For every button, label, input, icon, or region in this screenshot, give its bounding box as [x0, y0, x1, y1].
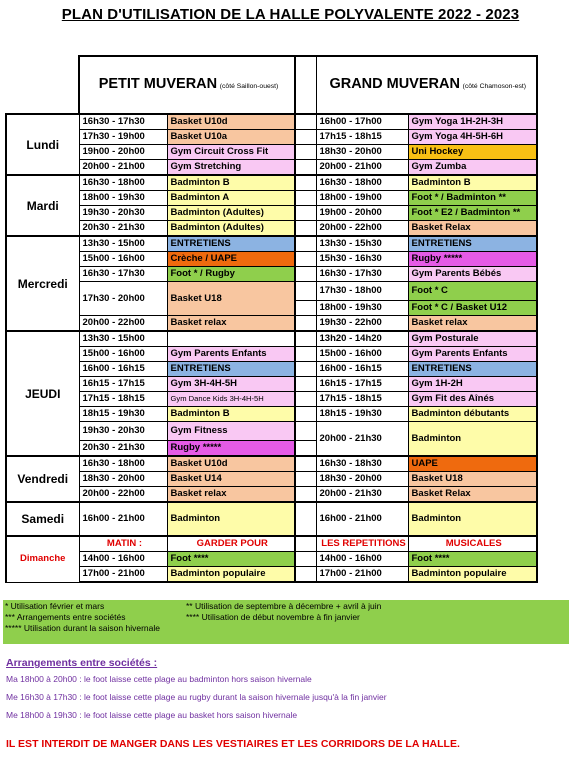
column-separator	[295, 56, 316, 114]
slot-time-left: 16h00 - 16h15	[79, 362, 167, 377]
slot-time-left: 20h00 - 22h00	[79, 487, 167, 503]
slot-activity-left: Badminton B	[167, 407, 295, 422]
arrangement-line-1: Ma 18h00 à 20h00 : le foot laisse cette plage au badminton hors saison hivernale	[6, 674, 312, 684]
column-title-right: GRAND MUVERAN	[329, 75, 460, 92]
arrangements-title: Arrangements entre sociétés :	[6, 657, 158, 669]
slot-activity-right: Gym Zumba	[408, 160, 537, 176]
slot-activity-right: Gym Parents Bébés	[408, 267, 537, 282]
day-lundi: Lundi	[6, 114, 79, 175]
slot-activity-left	[167, 331, 295, 347]
separator-cell	[295, 191, 316, 206]
slot-activity-left: Basket U10d	[167, 456, 295, 472]
slot-time-left: 19h30 - 20h30	[79, 206, 167, 221]
separator-cell	[295, 347, 316, 362]
slot-time-right: 20h00 - 21h30	[316, 422, 408, 457]
separator-cell	[295, 487, 316, 503]
slot-activity-right: Badminton B	[408, 175, 537, 191]
slot-activity-left: Basket U18	[167, 282, 295, 316]
slot-activity-left: Foot ****	[167, 552, 295, 567]
page-title: PLAN D'UTILISATION DE LA HALLE POLYVALENTE 2022 - 2023	[61, 6, 520, 23]
separator-cell	[295, 536, 316, 552]
slot-activity-right: Gym Yoga 1H-2H-3H	[408, 114, 537, 130]
arrangement-line-3: Me 18h00 à 19h30 : le foot laisse cette plage au basket hors saison hivernale	[6, 710, 298, 720]
slot-time-right: 17h15 - 18h15	[316, 392, 408, 407]
slot-time-left: 20h30 - 21h30	[79, 221, 167, 237]
slot-time-left: 19h00 - 20h00	[79, 145, 167, 160]
slot-activity-left: ENTRETIENS	[167, 236, 295, 252]
slot-time-left: 17h30 - 20h00	[79, 282, 167, 316]
slot-activity-right: Badminton débutants	[408, 407, 537, 422]
slot-time-left: 17h30 - 19h00	[79, 130, 167, 145]
slot-time-left: 17h15 - 18h15	[79, 392, 167, 407]
slot-time-right: 17h15 - 18h15	[316, 130, 408, 145]
slot-activity-right: Foot * / Badminton **	[408, 191, 537, 206]
slot-activity-left: Gym Fitness	[167, 422, 295, 441]
slot-time-right: 19h00 - 20h00	[316, 206, 408, 221]
slot-activity-right: Badminton	[408, 502, 537, 536]
sunday-note-1: MATIN :	[79, 536, 167, 552]
separator-cell	[295, 377, 316, 392]
slot-activity-left: Basket relax	[167, 487, 295, 503]
slot-activity-right: Basket U18	[408, 472, 537, 487]
slot-time-left: 15h00 - 16h00	[79, 252, 167, 267]
day-mardi: Mardi	[6, 175, 79, 236]
slot-time-left: 16h30 - 18h00	[79, 175, 167, 191]
slot-time-left: 14h00 - 16h00	[79, 552, 167, 567]
sunday-note-4: MUSICALES	[408, 536, 537, 552]
slot-activity-left: Gym Parents Enfants	[167, 347, 295, 362]
legend-note-3: *** Arrangements entre sociétés	[5, 612, 126, 622]
slot-activity-left: Basket U10a	[167, 130, 295, 145]
slot-activity-right: Foot * E2 / Badminton **	[408, 206, 537, 221]
column-note-left: (côté Saillon-ouest)	[219, 82, 279, 90]
arrangement-line-2: Me 16h30 à 17h30 : le foot laisse cette plage au rugby durant la saison hivernale jusqu'à la fin janvier	[6, 692, 387, 702]
slot-time-right: 16h00 - 17h00	[316, 114, 408, 130]
legend-note-1: * Utilisation février et mars	[5, 601, 105, 611]
slot-activity-left: Rugby *****	[167, 441, 295, 457]
separator-cell	[295, 221, 316, 237]
separator-cell	[295, 316, 316, 332]
slot-time-right: 13h30 - 15h30	[316, 236, 408, 252]
slot-activity-right: Badminton populaire	[408, 567, 537, 583]
slot-time-right: 17h30 - 18h00	[316, 282, 408, 301]
slot-time-right: 16h30 - 17h30	[316, 267, 408, 282]
slot-time-right: 13h20 - 14h20	[316, 331, 408, 347]
separator-cell	[295, 282, 316, 301]
separator-cell	[295, 145, 316, 160]
slot-activity-left: Gym 3H-4H-5H	[167, 377, 295, 392]
separator-cell	[295, 441, 316, 457]
slot-activity-left: Badminton B	[167, 175, 295, 191]
slot-time-left: 18h00 - 19h30	[79, 191, 167, 206]
slot-activity-left: Badminton	[167, 502, 295, 536]
separator-cell	[295, 114, 316, 130]
separator-cell	[295, 267, 316, 282]
slot-time-left: 16h00 - 21h00	[79, 502, 167, 536]
legend-box	[3, 600, 569, 644]
slot-time-right: 20h00 - 22h00	[316, 221, 408, 237]
sunday-note-2: GARDER POUR	[167, 536, 295, 552]
sunday-note-3: LES REPETITIONS	[316, 536, 408, 552]
slot-time-right: 18h00 - 19h00	[316, 191, 408, 206]
column-header-petit-muveran	[79, 56, 295, 114]
slot-time-right: 18h30 - 20h00	[316, 472, 408, 487]
slot-activity-right: Gym Yoga 4H-5H-6H	[408, 130, 537, 145]
separator-cell	[295, 175, 316, 191]
day-samedi: Samedi	[6, 502, 79, 536]
column-note-right: (côté Chamoson-est)	[462, 82, 527, 90]
separator-cell	[295, 301, 316, 316]
slot-activity-right: ENTRETIENS	[408, 362, 537, 377]
slot-activity-left: ENTRETIENS	[167, 362, 295, 377]
separator-cell	[295, 407, 316, 422]
separator-cell	[295, 472, 316, 487]
slot-activity-right: Gym Fit des Aînés	[408, 392, 537, 407]
slot-activity-right: Foot * C / Basket U12	[408, 301, 537, 316]
slot-activity-left: Gym Dance Kids 3H-4H-5H	[167, 392, 295, 407]
slot-time-right: 15h30 - 16h30	[316, 252, 408, 267]
separator-cell	[295, 206, 316, 221]
slot-time-left: 13h30 - 15h00	[79, 331, 167, 347]
column-title-left: PETIT MUVERAN	[98, 75, 218, 92]
slot-time-left: 20h00 - 22h00	[79, 316, 167, 332]
slot-activity-right: UAPE	[408, 456, 537, 472]
slot-time-right: 16h30 - 18h00	[316, 175, 408, 191]
slot-time-left: 13h30 - 15h00	[79, 236, 167, 252]
slot-activity-right: Uni Hockey	[408, 145, 537, 160]
separator-cell	[295, 331, 316, 347]
slot-activity-left: Badminton (Adultes)	[167, 206, 295, 221]
separator-cell	[295, 456, 316, 472]
slot-activity-left: Badminton populaire	[167, 567, 295, 583]
slot-activity-right: Basket Relax	[408, 221, 537, 237]
separator-cell	[295, 502, 316, 536]
slot-time-left: 18h30 - 20h00	[79, 472, 167, 487]
separator-cell	[295, 392, 316, 407]
separator-cell	[295, 236, 316, 252]
slot-activity-right: Gym Posturale	[408, 331, 537, 347]
slot-activity-left: Basket relax	[167, 316, 295, 332]
slot-time-right: 18h30 - 20h00	[316, 145, 408, 160]
separator-cell	[295, 362, 316, 377]
slot-time-right: 14h00 - 16h00	[316, 552, 408, 567]
slot-activity-right: Basket relax	[408, 316, 537, 332]
slot-time-left: 15h00 - 16h00	[79, 347, 167, 362]
day-vendredi: Vendredi	[6, 456, 79, 502]
slot-activity-left: Basket U10d	[167, 114, 295, 130]
slot-time-left: 20h30 - 21h30	[79, 441, 167, 457]
slot-activity-left: Foot * / Rugby	[167, 267, 295, 282]
slot-activity-right: Foot ****	[408, 552, 537, 567]
slot-activity-right: Rugby *****	[408, 252, 537, 267]
schedule-table	[5, 55, 538, 583]
column-header-grand-muveran	[316, 56, 537, 114]
slot-time-right: 18h15 - 19h30	[316, 407, 408, 422]
slot-time-left: 19h30 - 20h30	[79, 422, 167, 441]
slot-time-right: 19h30 - 22h00	[316, 316, 408, 332]
slot-activity-right: Gym Parents Enfants	[408, 347, 537, 362]
separator-cell	[295, 422, 316, 441]
slot-time-right: 16h00 - 21h00	[316, 502, 408, 536]
separator-cell	[295, 252, 316, 267]
separator-cell	[295, 567, 316, 583]
slot-time-right: 16h15 - 17h15	[316, 377, 408, 392]
separator-cell	[295, 130, 316, 145]
legend-note-2: ** Utilisation de septembre à décembre + avril à juin	[186, 601, 382, 611]
slot-activity-right: ENTRETIENS	[408, 236, 537, 252]
warning-text: IL EST INTERDIT DE MANGER DANS LES VESTIAIRES ET LES CORRIDORS DE LA HALLE.	[6, 738, 460, 750]
separator-cell	[295, 160, 316, 176]
slot-time-right: 16h30 - 18h30	[316, 456, 408, 472]
slot-activity-left: Crèche / UAPE	[167, 252, 295, 267]
slot-activity-left: Basket U14	[167, 472, 295, 487]
slot-time-left: 16h15 - 17h15	[79, 377, 167, 392]
slot-activity-left: Gym Stretching	[167, 160, 295, 176]
day-mercredi: Mercredi	[6, 236, 79, 331]
slot-time-right: 20h00 - 21h30	[316, 487, 408, 503]
legend-note-5: ***** Utilisation durant la saison hivernale	[5, 623, 160, 633]
slot-time-left: 17h00 - 21h00	[79, 567, 167, 583]
slot-time-right: 20h00 - 21h00	[316, 160, 408, 176]
slot-activity-left: Gym Circuit Cross Fit	[167, 145, 295, 160]
slot-activity-left: Badminton A	[167, 191, 295, 206]
slot-time-left: 20h00 - 21h00	[79, 160, 167, 176]
slot-time-left: 16h30 - 17h30	[79, 114, 167, 130]
day-jeudi: JEUDI	[6, 331, 79, 456]
slot-time-left: 16h30 - 18h00	[79, 456, 167, 472]
slot-time-right: 15h00 - 16h00	[316, 347, 408, 362]
slot-activity-right: Basket Relax	[408, 487, 537, 503]
slot-time-right: 17h00 - 21h00	[316, 567, 408, 583]
slot-activity-right: Foot * C	[408, 282, 537, 301]
day-dimanche: Dimanche	[6, 536, 79, 582]
slot-time-left: 16h30 - 17h30	[79, 267, 167, 282]
slot-activity-left: Badminton (Adultes)	[167, 221, 295, 237]
slot-time-right: 16h00 - 16h15	[316, 362, 408, 377]
legend-note-4: **** Utilisation de début novembre à fin janvier	[186, 612, 360, 622]
separator-cell	[295, 552, 316, 567]
slot-time-right: 18h00 - 19h30	[316, 301, 408, 316]
slot-activity-right: Gym 1H-2H	[408, 377, 537, 392]
slot-activity-right: Badminton	[408, 422, 537, 457]
slot-time-left: 18h15 - 19h30	[79, 407, 167, 422]
